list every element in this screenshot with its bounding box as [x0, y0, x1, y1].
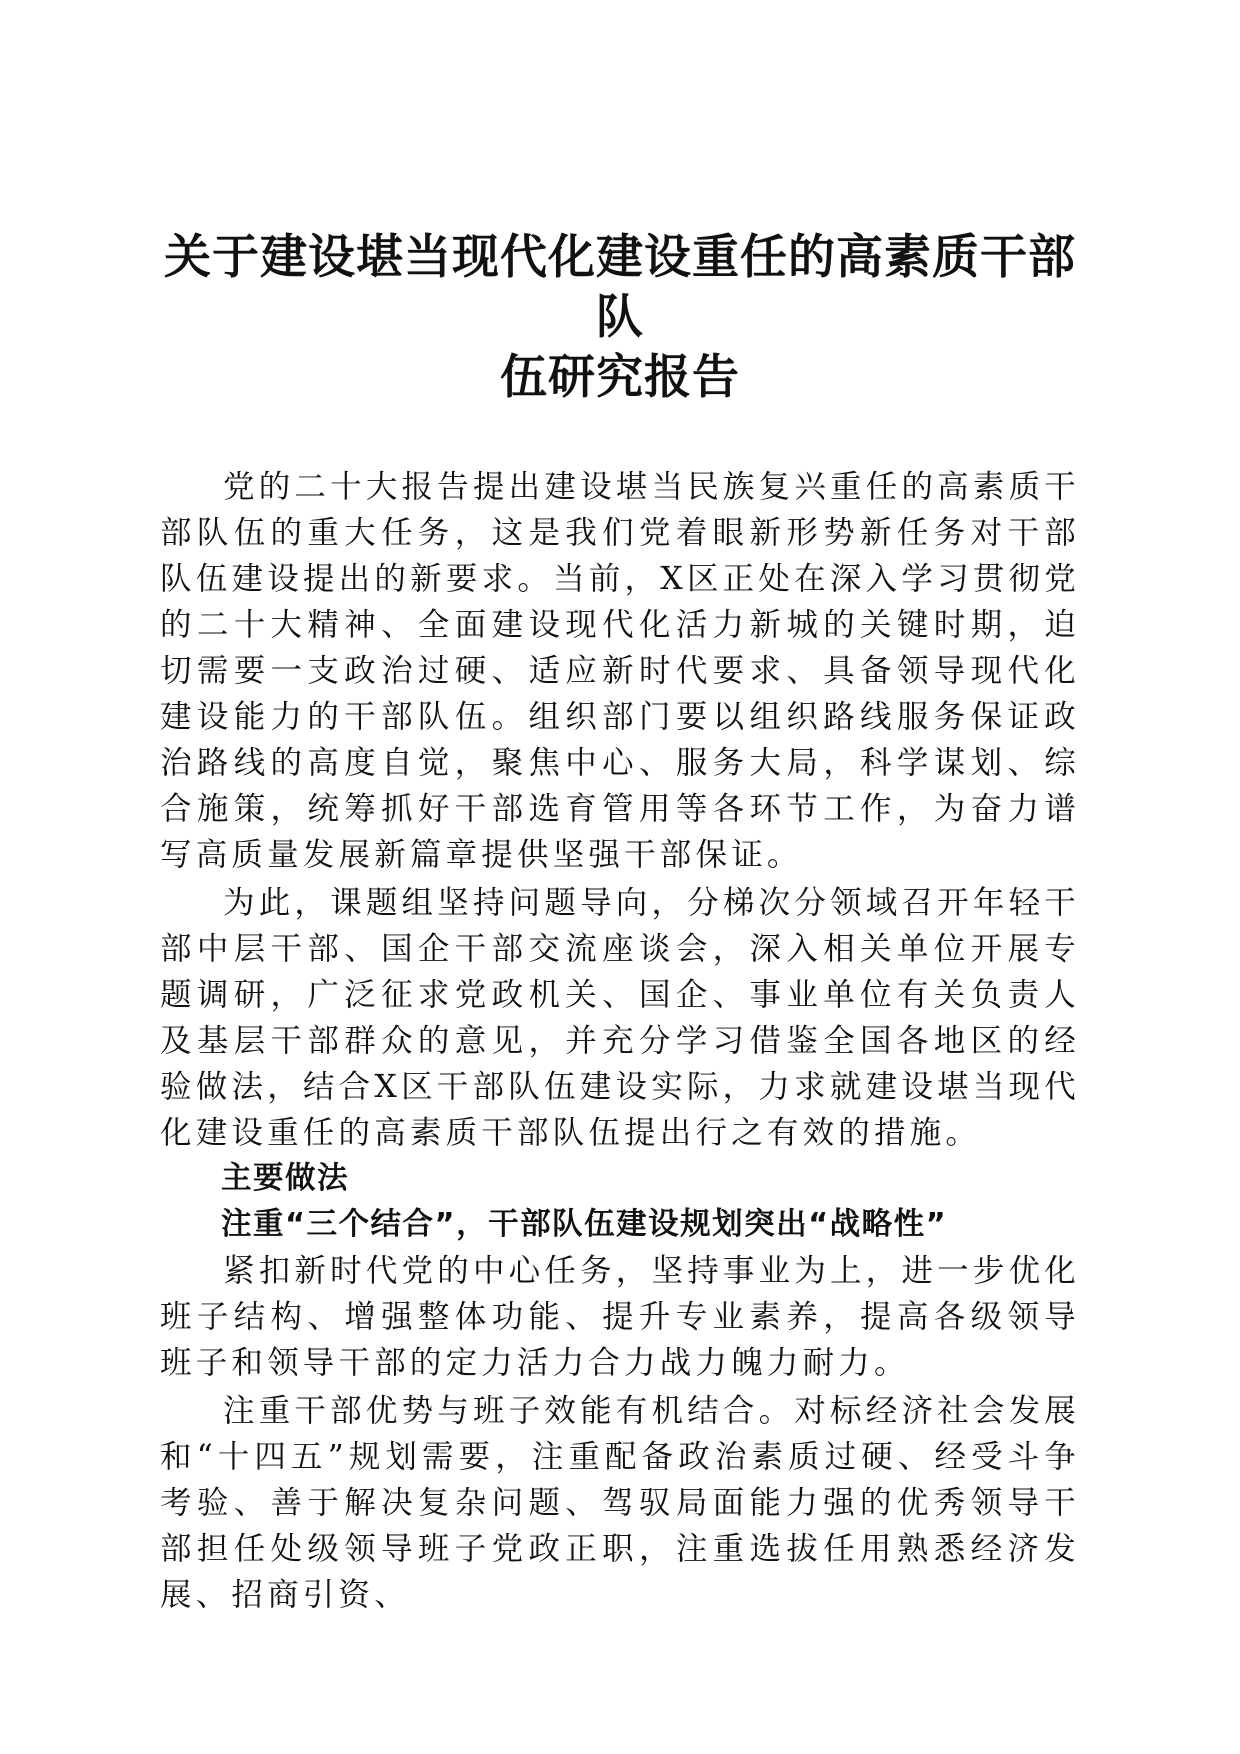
body-paragraph-3: 紧扣新时代党的中心任务，坚持事业为上，进一步优化班子结构、增强整体功能、提升专业素养，提高各级领导班子和领导干部的定力活力合力战力魄力耐力。	[160, 1253, 1080, 1381]
section-heading-main: 主要做法	[221, 1161, 349, 1196]
document-title-line-1: 关于建设堪当现代化建设重任的高素质干部队	[164, 230, 1076, 345]
body-paragraph-4: 注重干部优势与班子效能有机结合。对标经济社会发展和“十四五”规划需要，注重配备政治素质过硬、经受斗争考验、善于解决复杂问题、驾驭局面能力强的优秀领导干部担任处级领导班子党政正职，注重选拔任用熟悉经济发展、招商引资、	[160, 1393, 1080, 1613]
section-heading-sub: 注重“三个结合”，干部队伍建设规划突出“战略性”	[221, 1207, 948, 1242]
body-paragraph-2: 为此，课题组坚持问题导向，分梯次分领域召开年轻干部中层干部、国企干部交流座谈会，深入相关单位开展专题调研，广泛征求党政机关、国企、事业单位有关负责人及基层干部群众的意见，并充分学习借鉴全国各地区的经验做法，结合X区干部队伍建设实际，力求就建设堪当现代化建设重任的高素质干部队伍提出行之有效的措施。	[160, 885, 1080, 1151]
document-title-line-2: 伍研究报告	[500, 350, 740, 405]
document-body	[160, 464, 1080, 1618]
body-paragraph-1: 党的二十大报告提出建设堪当民族复兴重任的高素质干部队伍的重大任务，这是我们党着眼新形势新任务对干部队伍建设提出的新要求。当前，X区正处在深入学习贯彻党的二十大精神、全面建设现代化活力新城的关键时期，迫切需要一支政治过硬、适应新时代要求、具备领导现代化建设能力的干部队伍。组织部门要以组织路线服务保证政治路线的高度自觉，聚焦中心、服务大局，科学谋划、综合施策，统筹抓好干部选育管用等各环节工作，为奋力谱写高质量发展新篇章提供坚强干部保证。	[160, 469, 1080, 873]
